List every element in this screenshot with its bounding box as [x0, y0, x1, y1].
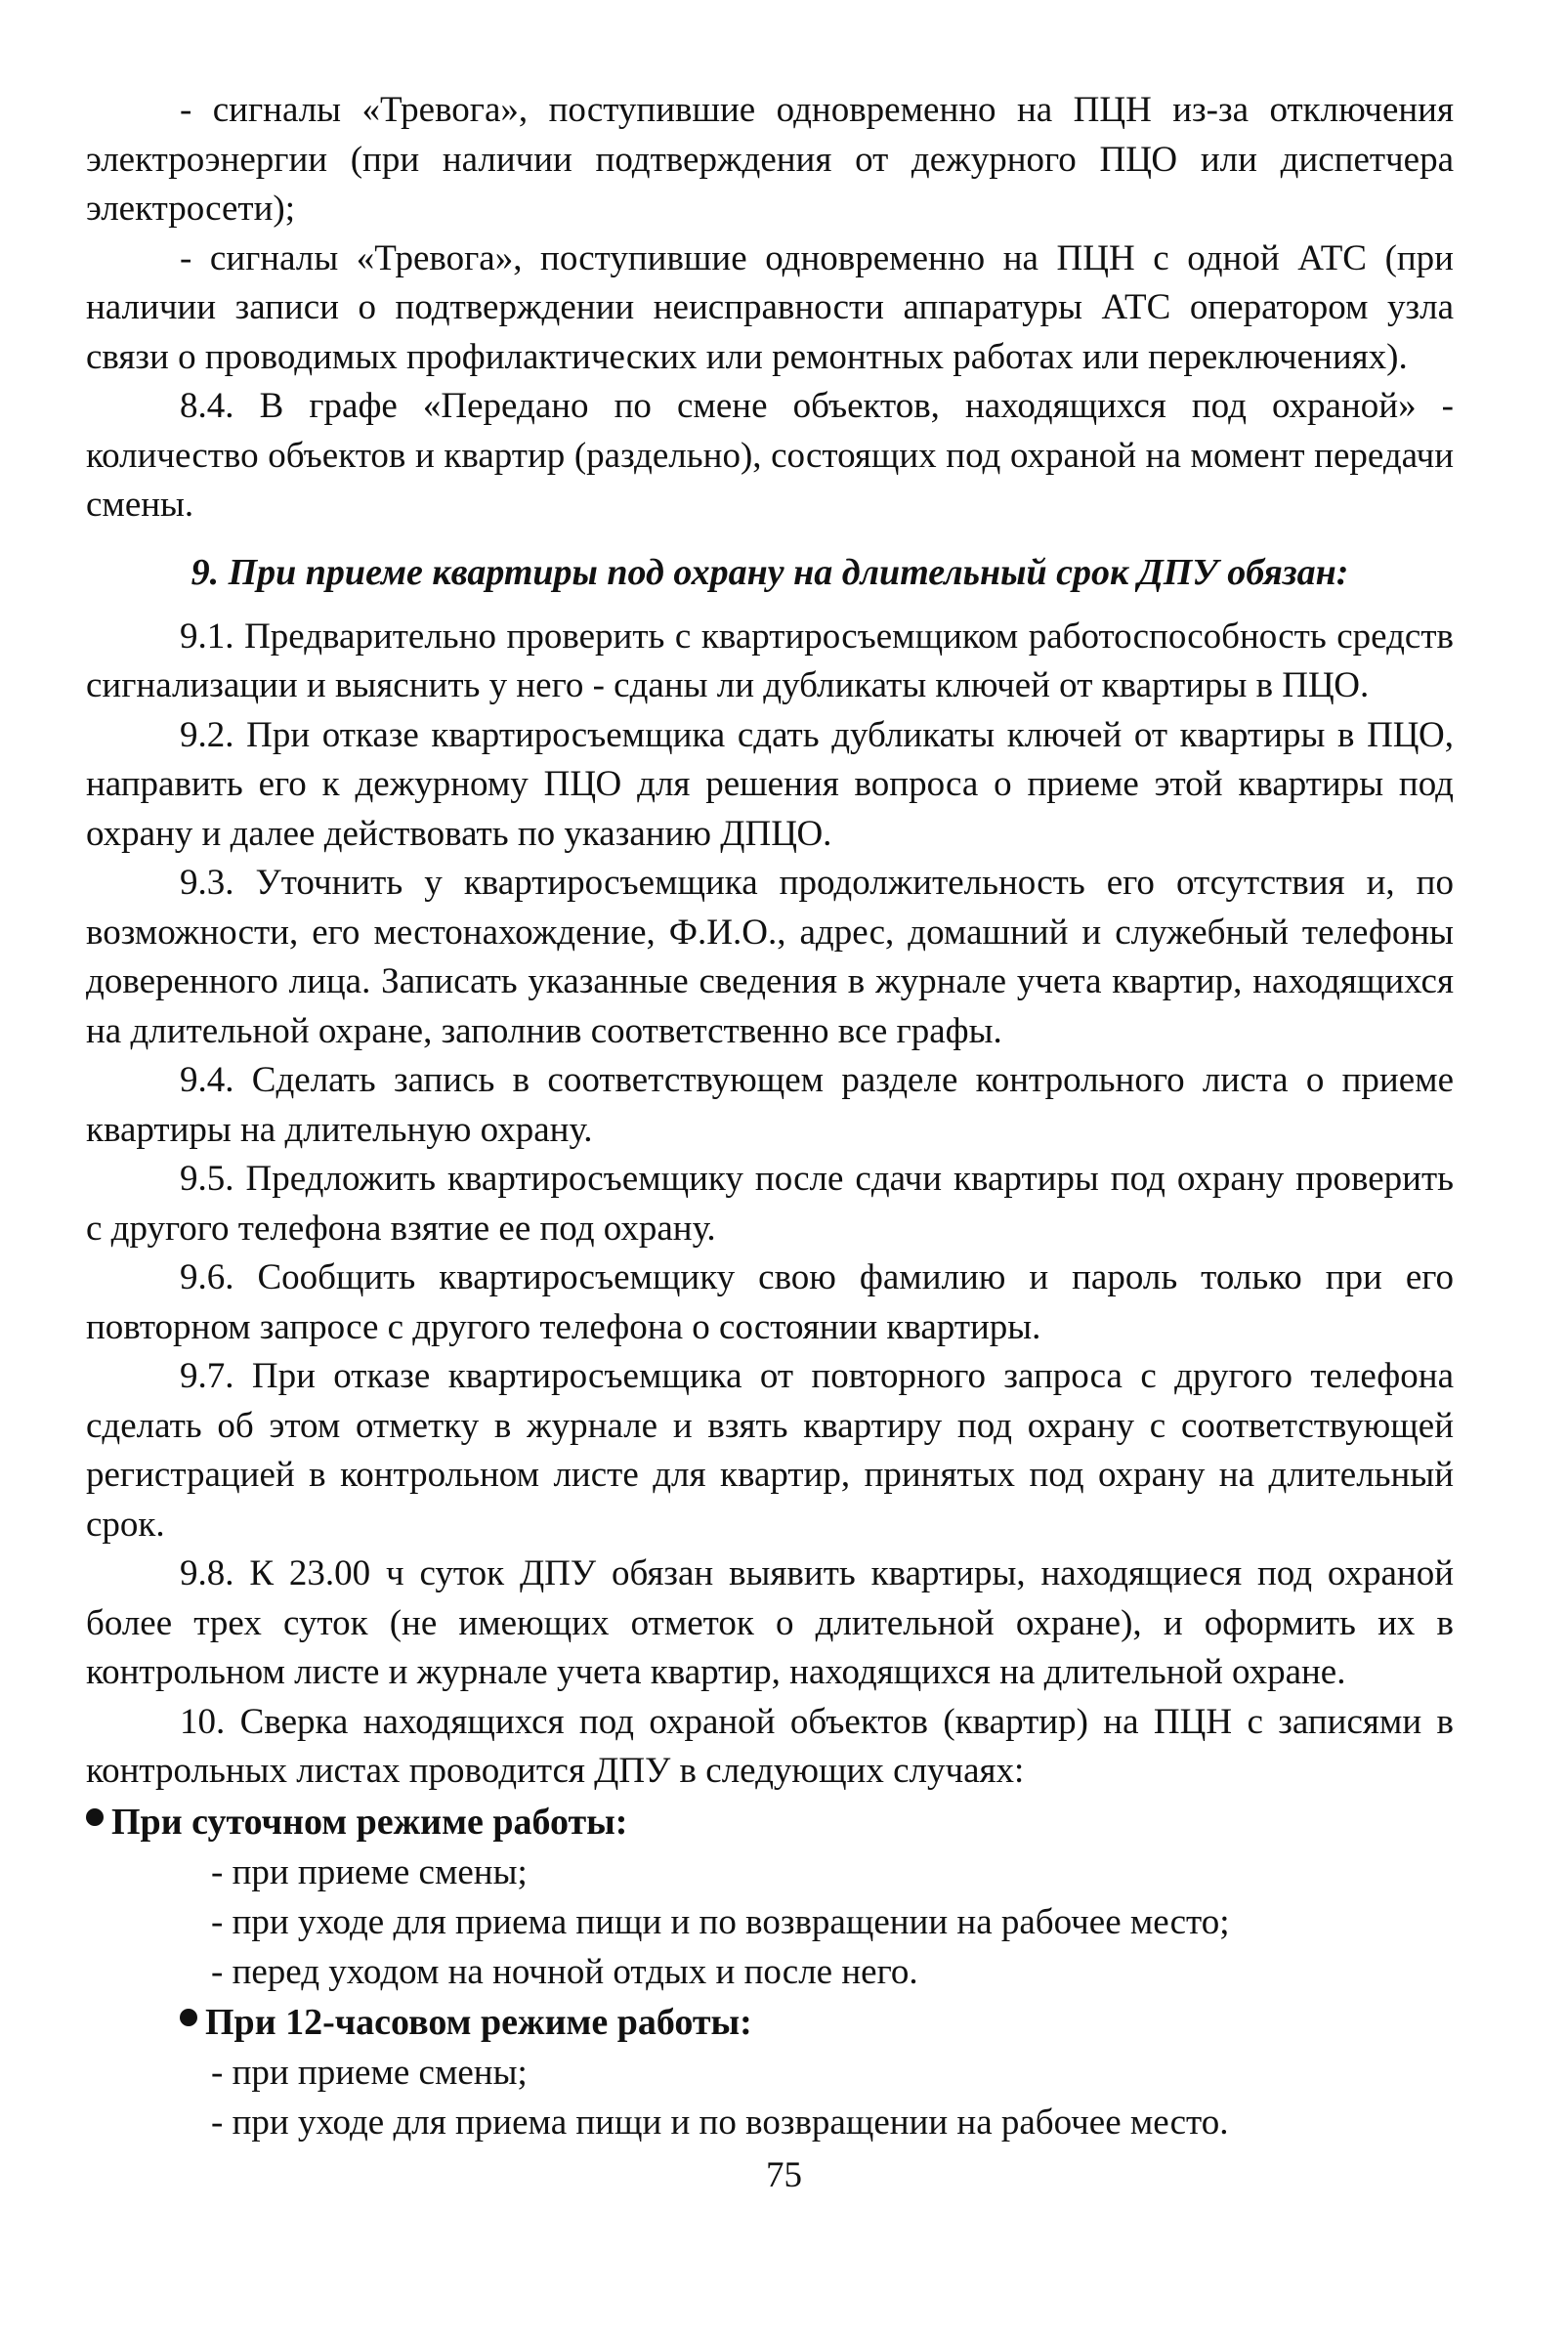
paragraph-9-4: 9.4. Сделать запись в соответствующем разделе контрольного листа о приеме квартиры на длительную охрану. — [86, 1060, 1454, 1150]
list-item: - при приеме смены; — [211, 2052, 528, 2093]
bullet-icon — [180, 2009, 197, 2026]
mode-24h-heading — [86, 1797, 1454, 1847]
paragraph-10: 10. Сверка находящихся под охраной объектов (квартир) на ПЦН с записями в контрольных листах проводится ДПУ в следующих случаях: — [86, 1701, 1454, 1791]
document-page — [86, 86, 1454, 2147]
list-item: - при уходе для приема пищи и по возвращении на рабочее место; — [211, 1901, 1230, 1942]
section-9-heading: 9. При приеме квартиры под охрану на длительный срок ДПУ обязан: — [191, 551, 1349, 593]
mode-12h-heading-text: При 12-часовом режиме работы: — [205, 2001, 752, 2043]
paragraph-9-1: 9.1. Предварительно проверить с квартиросъемщиком работоспособность средств сигнализации и выяснить у него - сданы ли дубликаты ключей от квартиры в ПЦО. — [86, 616, 1454, 705]
list-item: - при уходе для приема пищи и по возвращении на рабочее место. — [211, 2102, 1229, 2143]
list-item: - перед уходом на ночной отдых и после него. — [211, 1951, 918, 1992]
paragraph-signals-ats: - сигналы «Тревога», поступившие одновременно на ПЦН с одной АТС (при наличии записи о подтверждении неисправности аппаратуры АТС оператором узла связи о проводимых профилактических или ремонтных работах или переключениях). — [86, 237, 1454, 377]
paragraph-9-7: 9.7. При отказе квартиросъемщика от повторного запроса с другого телефона сделать об этом отметку в журнале и взять квартиру под охрану с соответствующей регистрацией в контрольном листе для квартир, принятых под охрану на длительный срок. — [86, 1356, 1454, 1545]
paragraph-9-8: 9.8. К 23.00 ч суток ДПУ обязан выявить квартиры, находящиеся под охраной более трех суток (не имеющих отметок о длительной охране), и оформить их в контрольном листе и журнале учета квартир, находящихся на длительной охране. — [86, 1553, 1454, 1692]
paragraph-9-3: 9.3. Уточнить у квартиросъемщика продолжительность его отсутствия и, по возможности, его местонахождение, Ф.И.О., адрес, домашний и служебный телефоны доверенного лица. Записать указанные сведения в журнале учета квартир, находящихся на длительной охране, заполнив соответственно все графы. — [86, 863, 1454, 1051]
paragraph-9-2: 9.2. При отказе квартиросъемщика сдать дубликаты ключей от квартиры в ПЦО, направить его к дежурному ПЦО для решения вопроса о приеме этой квартиры под охрану и далее действовать по указанию ДПЦО. — [86, 714, 1454, 854]
paragraph-signals-power: - сигналы «Тревога», поступившие одновременно на ПЦН из-за отключения электроэнергии (при наличии подтверждения от дежурного ПЦО или диспетчера электросети); — [86, 90, 1454, 229]
bullet-icon — [86, 1808, 104, 1826]
paragraph-9-5: 9.5. Предложить квартиросъемщику после сдачи квартиры под охрану проверить с другого телефона взятие ее под охрану. — [86, 1159, 1454, 1249]
mode-12h-heading — [86, 1997, 1454, 2048]
paragraph-9-6: 9.6. Сообщить квартиросъемщику свою фамилию и пароль только при его повторном запросе с другого телефона о состоянии квартиры. — [86, 1257, 1454, 1347]
page-number: 75 — [766, 2155, 802, 2195]
paragraph-8-4: 8.4. В графе «Передано по смене объектов, находящихся под охраной» - количество объектов и квартир (раздельно), состоящих под охраной на момент передачи смены. — [86, 386, 1454, 525]
list-item: - при приеме смены; — [211, 1851, 528, 1892]
mode-24h-heading-text: При суточном режиме работы: — [111, 1801, 628, 1843]
